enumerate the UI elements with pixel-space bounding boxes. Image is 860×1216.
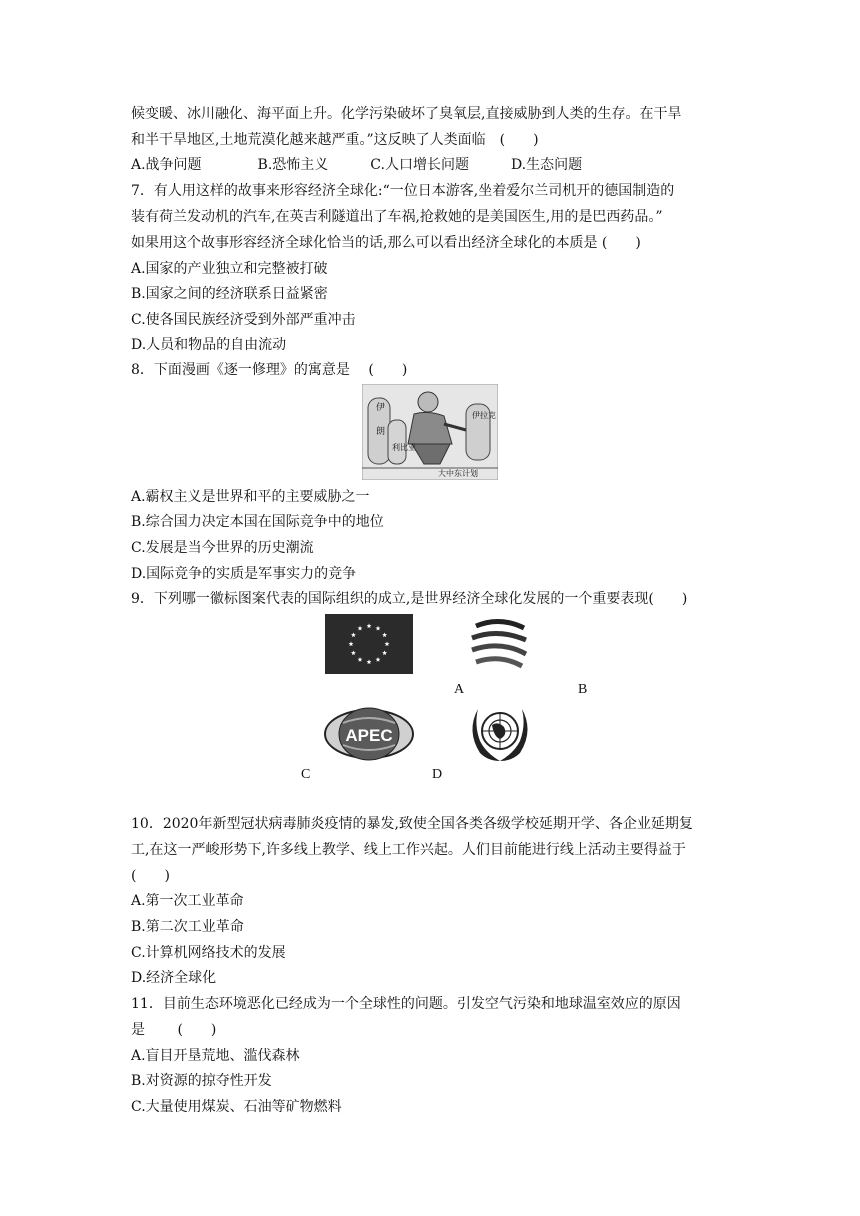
q9-stem: 9．下列哪一徽标图案代表的国际组织的成立,是世界经济全球化发展的一个重要表现( ) <box>131 591 688 607</box>
apec-text: APEC <box>345 726 393 745</box>
q10-option-b: B.第二次工业革命 <box>131 919 244 935</box>
apec-logo <box>323 703 415 765</box>
q8-option-a: A.霸权主义是世界和平的主要威胁之一 <box>131 489 370 505</box>
q9-label-a: A <box>454 682 465 697</box>
q7-option-b: B.国家之间的经济联系日益紧密 <box>131 286 328 302</box>
q9-label-c: C <box>301 767 311 782</box>
cartoon-label-iraq: 伊拉克 <box>472 411 496 420</box>
wto-logo <box>466 614 532 674</box>
q9-label-b: B <box>578 682 588 697</box>
q11-option-a: A.盲目开垦荒地、滥伐森林 <box>131 1048 300 1064</box>
q7-stem-line1: 7．有人用这样的故事来形容经济全球化:“一位日本游客,坐着爱尔兰司机开的德国制造的 <box>131 183 675 199</box>
q7-option-c: C.使各国民族经济受到外部严重冲击 <box>131 312 356 328</box>
q6-stem-line2: 和半干旱地区,土地荒漠化越来越严重。”这反映了人类面临 ( ) <box>131 132 539 148</box>
q11-option-b: B.对资源的掠夺性开发 <box>131 1073 272 1089</box>
q10-option-a: A.第一次工业革命 <box>131 893 244 909</box>
q7-stem-line3: 如果用这个故事形容经济全球化恰当的话,那么可以看出经济全球化的本质是 ( ) <box>131 235 641 251</box>
un-logo <box>464 701 536 767</box>
q8-stem: 8．下面漫画《逐一修理》的寓意是 ( ) <box>131 362 408 378</box>
eu-flag-logo <box>325 614 413 674</box>
q10-stem-line1: 10．2020年新型冠状病毒肺炎疫情的暴发,致使全国各类各级学校延期开学、各企业延期复 <box>131 816 693 832</box>
q6-options: A.战争问题 B.恐怖主义 C.人口增长问题 D.生态问题 <box>131 157 583 173</box>
q8-option-d: D.国际竞争的实质是军事实力的竞争 <box>131 566 357 582</box>
cartoon-label-plan: 大中东计划 <box>438 469 478 478</box>
q7-option-a: A.国家的产业独立和完整被打破 <box>131 261 328 277</box>
q11-stem-line1: 11．目前生态环境恶化已经成为一个全球性的问题。引发空气污染和地球温室效应的原因 <box>131 996 681 1012</box>
q10-option-d: D.经济全球化 <box>131 970 217 986</box>
cartoon-label-iran-1: 伊 <box>376 403 386 413</box>
q10-stem-line2: 工,在这一严峻形势下,许多线上教学、线上工作兴起。人们目前能进行线上活动主要得益于 <box>131 842 686 858</box>
q9-label-d: D <box>432 767 443 782</box>
q8-option-b: B.综合国力决定本国在国际竞争中的地位 <box>131 514 384 530</box>
q10-stem-line3: ( ) <box>131 868 170 884</box>
cartoon-label-iran-2: 朗 <box>376 427 386 437</box>
q6-stem-line1: 候变暖、冰川融化、海平面上升。化学污染破坏了臭氧层,直接威胁到人类的生存。在干旱 <box>131 106 682 122</box>
q7-option-d: D.人员和物品的自由流动 <box>131 337 287 353</box>
q11-stem-line2: 是 ( ) <box>131 1022 217 1038</box>
q10-option-c: C.计算机网络技术的发展 <box>131 945 286 961</box>
q7-stem-line2: 装有荷兰发动机的汽车,在英吉利隧道出了车祸,抢救她的是美国医生,用的是巴西药品。” <box>131 209 663 225</box>
q11-option-c: C.大量使用煤炭、石油等矿物燃料 <box>131 1099 342 1115</box>
q8-option-c: C.发展是当今世界的历史潮流 <box>131 540 314 556</box>
cartoon-image <box>362 384 498 480</box>
cartoon-label-libya: 利比亚 <box>392 443 416 452</box>
